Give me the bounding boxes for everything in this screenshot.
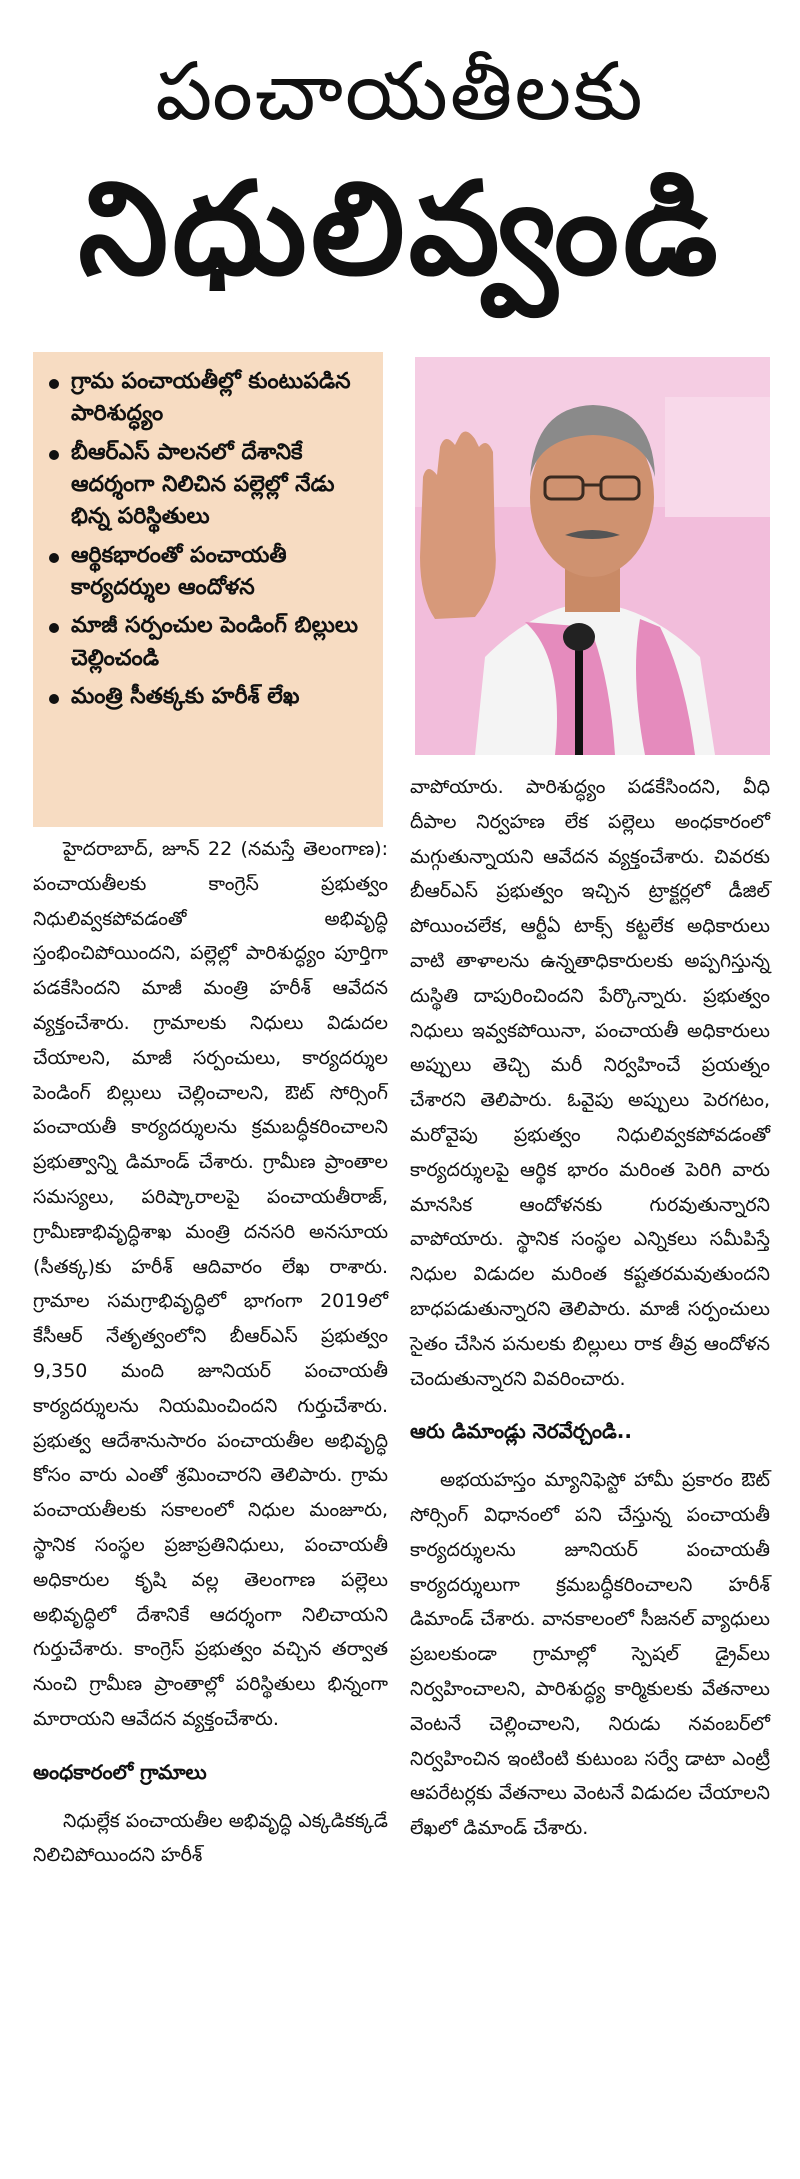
bullet-icon [49, 450, 59, 460]
highlight-item: గ్రామ పంచాయతీల్లో కుంటుపడిన పారిశుద్ధ్యం [45, 366, 371, 431]
article-paragraph: అభయహస్తం మ్యానిఫెస్టో హామీ ప్రకారం ఔట్ సోర్సింగ్ విధానంలో పని చేస్తున్న పంచాయతీ కార్యదర్శులను జూనియర్ పంచాయతీ కార్యదర్శులుగా క్రమబద్ధీకరించాలని హరీశ్ డిమాండ్ చేశారు. వానకాలంలో సీజనల్ వ్యాధులు ప్రబలకుండా గ్రామాల్లో స్పెషల్ డ్రైవ్‌లు నిర్వహించాలని, పారిశుద్ధ్య కార్మికులకు వేతనాలు వెంటనే చెల్లించాలని, నిరుడు నవంబర్‌లో నిర్వహించిన ఇంటింటి కుటుంబ సర్వే డాటా ఎంట్రీ ఆపరేటర్లకు వేతనాలు వెంటనే విడుదల చేయాలని లేఖలో డిమాండ్ చేశారు. [410, 1469, 770, 1840]
article-paragraph: హైదరాబాద్, జూన్ 22 (నమస్తే తెలంగాణ): పంచాయతీలకు కాంగ్రెస్ ప్రభుత్వం నిధులివ్వకపోవడంతో అభివృద్ధి స్తంభించిపోయిందని, పల్లెల్లో పారిశుద్ధ్యం పూర్తిగా పడకేసిందని మాజీ మంత్రి హరీశ్ ఆవేదన వ్యక్తంచేశారు. గ్రామాలకు నిధులు విడుదల చేయాలని, మాజీ సర్పంచులు, కార్యదర్శుల పెండింగ్ బిల్లులు చెల్లించాలని, ఔట్ సోర్సింగ్ పంచాయతీ కార్యదర్శులను క్రమబద్ధీకరించాలని ప్రభుత్వాన్ని డిమాండ్ చేశారు. గ్రామీణ ప్రాంతాల సమస్యలు, పరిష్కారాలపై పంచాయతీరాజ్, గ్రామీణాభివృద్ధిశాఖ మంత్రి దనసరి అనసూయ (సీతక్క)కు హరీశ్ ఆదివారం లేఖ రాశారు. గ్రామాల సమగ్రాభివృద్ధిలో భాగంగా 2019లో కేసీఆర్ నేతృత్వంలోని బీఆర్ఎస్ ప్రభుత్వం 9,350 మంది జూనియర్ పంచాయతీ కార్యదర్శులను నియమించిందని గుర్తుచేశారు. ప్రభుత్వ ఆదేశానుసారం పంచాయతీల అభివృద్ధి కోసం వారు ఎంతో శ్రమించారని తెలిపారు. గ్రామ పంచాయతీలకు సకాలంలో నిధుల మంజూరు, స్థానిక సంస్థల ప్రజాప్రతినిధులు, పంచాయతీ అధికారుల కృషి వల్ల తెలంగాణ పల్లెలు అభివృద్ధిలో దేశానికే ఆదర్శంగా నిలిచాయని గుర్తుచేశారు. కాంగ్రెస్ ప్రభుత్వం వచ్చిన తర్వాత నుంచి గ్రామీణ ప్రాంతాల్లో పరిస్థితులు భిన్నంగా మారాయని ఆవేదన వ్యక్తంచేశారు. [33, 838, 388, 1730]
headline-line-2: నిధులివ్వండి [78, 155, 722, 304]
photo-illustration [415, 357, 770, 755]
highlights-box [33, 352, 383, 827]
bullet-icon [49, 553, 59, 563]
article-subheading: అంధకారంలో గ్రామాలు [33, 1759, 207, 1784]
article-subheading: ఆరు డిమాండ్లు నెరవేర్చండి.. [410, 1419, 632, 1444]
highlights-list [45, 366, 371, 713]
bullet-icon [49, 379, 59, 389]
highlight-item: మంత్రి సీతక్కకు హరీశ్ లేఖ [45, 681, 371, 713]
bullet-icon [49, 694, 59, 704]
article-paragraph: నిధుల్లేక పంచాయతీల అభివృద్ధి ఎక్కడికక్కడే నిలిచిపోయిందని హరీశ్ [33, 1809, 388, 1867]
article-column-2 [410, 770, 770, 1846]
highlight-item: మాజీ సర్పంచుల పెండింగ్ బిల్లులు చెల్లించండి [45, 610, 371, 675]
highlight-item: ఆర్థికభారంతో పంచాయతీ కార్యదర్శుల ఆందోళన [45, 540, 371, 605]
headline-line-1: పంచాయతీలకు [155, 45, 645, 138]
article-paragraph: వాపోయారు. పారిశుద్ధ్యం పడకేసిందని, వీధి దీపాల నిర్వహణ లేక పల్లెలు అంధకారంలో మగ్గుతున్నాయని ఆవేదన వ్యక్తంచేశారు. చివరకు బీఆర్ఎస్ ప్రభుత్వం ఇచ్చిన ట్రాక్టర్లలో డీజిల్ పోయించలేక, ఆర్టీఏ టాక్స్ కట్టలేక అధికారులు వాటి తాళాలను ఉన్నతాధికారులకు అప్పగిస్తున్న దుస్థితి దాపురించిందని పేర్కొన్నారు. ప్రభుత్వం నిధులు ఇవ్వకపోయినా, పంచాయతీ అధికారులు అప్పులు తెచ్చి మరీ నిర్వహించే ప్రయత్నం చేశారని తెలిపారు. ఓవైపు అప్పులు పెరగటం, మరోవైపు ప్రభుత్వం నిధులివ్వకపోవడంతో కార్యదర్శులపై ఆర్థిక భారం మరింత పెరిగి వారు మానసిక ఆందోళనకు గురవుతున్నారని వాపోయారు. స్థానిక సంస్థల ఎన్నికలు సమీపిస్తే నిధుల విడుదల మరింత కష్టతరమవుతుందని బాధపడుతున్నారని తెలిపారు. మాజీ సర్పంచులు సైతం చేసిన పనులకు బిల్లులు రాక తీవ్ర ఆందోళన చెందుతున్నారని వివరించారు. [410, 776, 770, 1390]
bullet-icon [49, 623, 59, 633]
highlight-item: బీఆర్ఎస్ పాలనలో దేశానికే ఆదర్శంగా నిలిచిన పల్లెల్లో నేడు భిన్న పరిస్థితులు [45, 437, 371, 534]
article-column-1 [33, 832, 388, 1873]
politician-photo [415, 357, 770, 755]
